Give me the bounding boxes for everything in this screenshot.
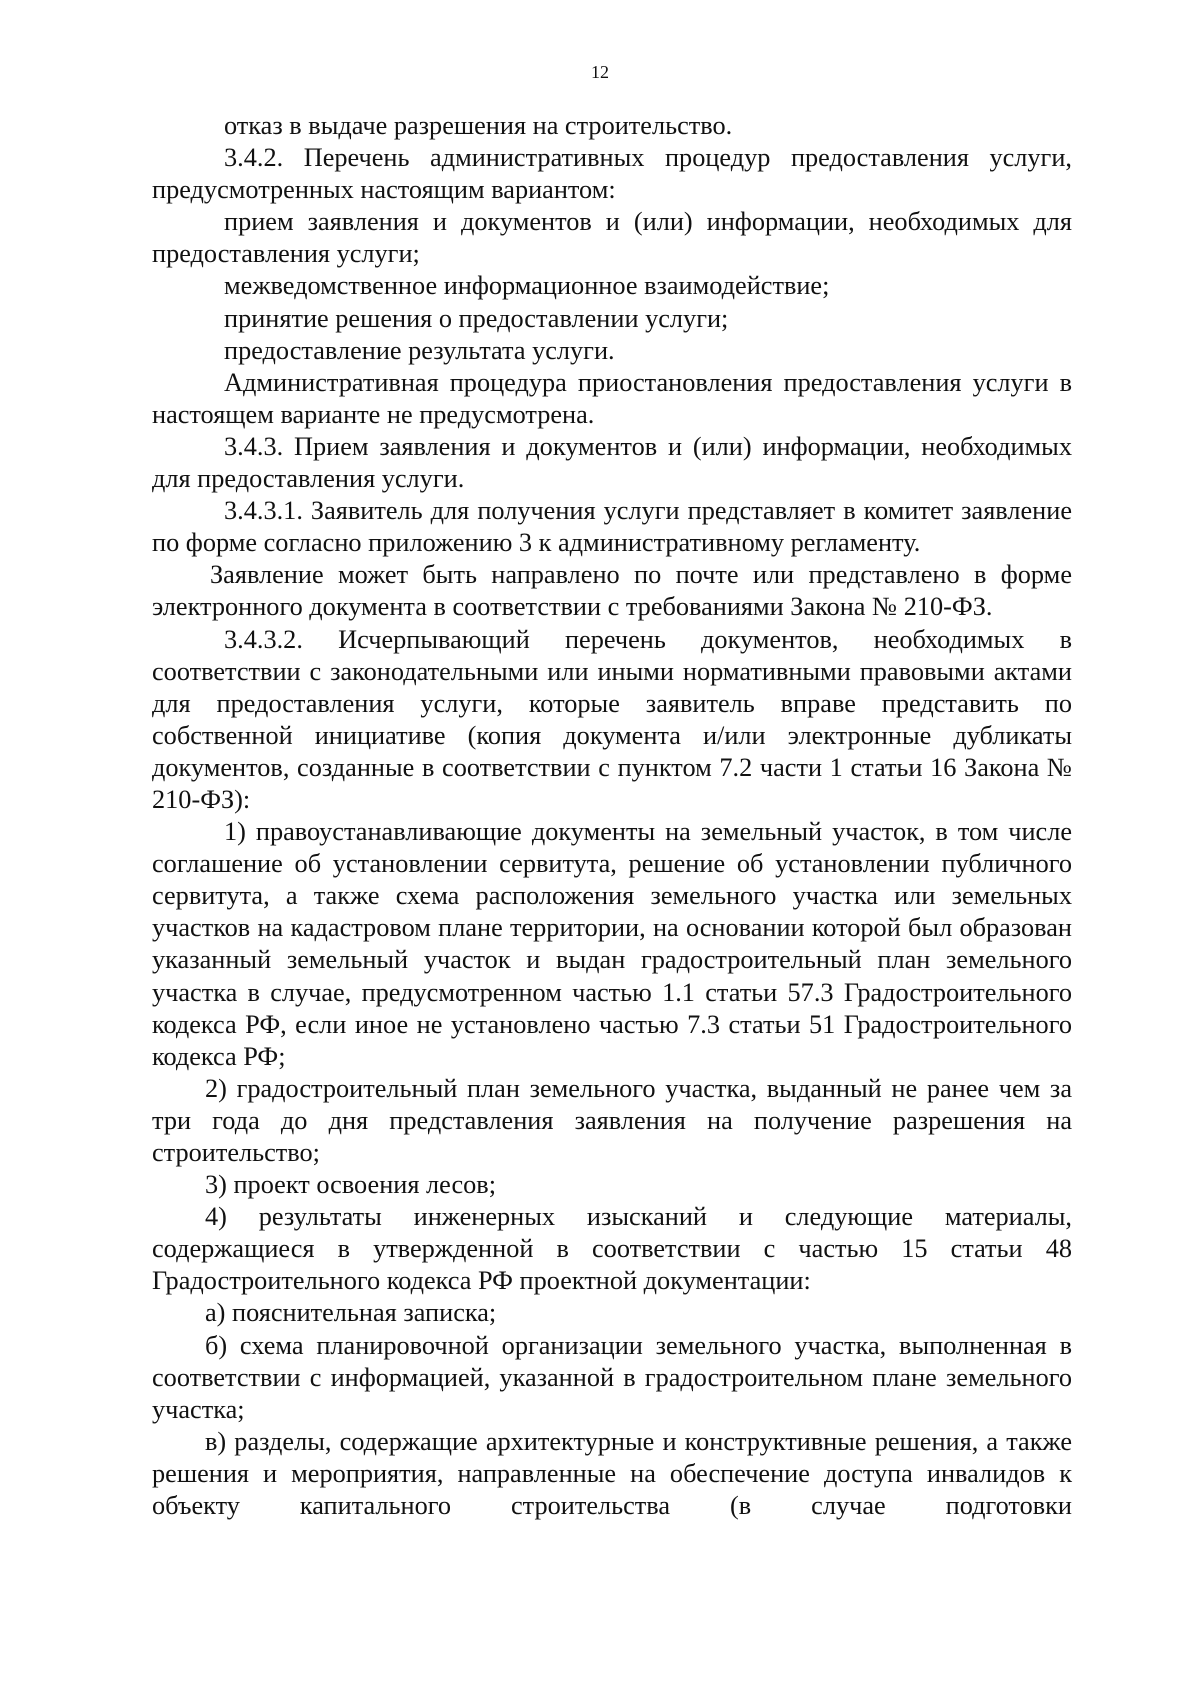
paragraph: межведомственное информационное взаимодействие; (224, 271, 830, 301)
list-item: 1) правоустанавливающие документы на земельный участок, в том числе соглашение об установлении сервитута, решение об установлении публичного сервитута, а также схема расположения земельного участка или земельных участков на кадастровом плане территории, на основании которой был образован указанный земельный участок и выдан градостроительный план земельного участка в случае, предусмотренном частью 1.1 статьи 57.3 Градостроительного кодекса РФ, если иное не установлено частью 7.3 статьи 51 Градостроительного кодекса РФ; (152, 817, 1072, 1071)
list-item: 2) градостроительный план земельного участка, выданный не ранее чем за три года до дня представления заявления на получение разрешения на строительство; (152, 1073, 1072, 1167)
paragraph: принятие решения о предоставлении услуги; (224, 303, 729, 333)
list-item: 4) результаты инженерных изысканий и следующие материалы, содержащиеся в утвержденной в соответствии с частью 15 статьи 48 Градостроительного кодекса РФ проектной документации: (152, 1202, 1072, 1296)
paragraph: Заявление может быть направлено по почте или представлено в форме электронного документа в соответствии с требованиями Закона № 210-ФЗ. (152, 560, 1072, 622)
list-item: а) пояснительная записка; (205, 1298, 497, 1328)
paragraph: отказ в выдаче разрешения на строительство. (224, 111, 733, 140)
list-item: б) схема планировочной организации земельного участка, выполненная в соответствии с информацией, указанной в градостроительном плане земельного участка; (152, 1330, 1072, 1424)
paragraph: прием заявления и документов и (или) информации, необходимых для предоставления услуги; (152, 207, 1072, 269)
paragraph: 3.4.3. Прием заявления и документов и (или) информации, необходимых для предоставления услуги. (152, 431, 1072, 494)
page-number: 12 (591, 62, 609, 82)
list-item: 3) проект освоения лесов; (205, 1170, 496, 1200)
paragraph: предоставление результата услуги. (224, 335, 615, 365)
paragraph: 3.4.3.2. Исчерпывающий перечень документов, необходимых в соответствии с законодательными или иными нормативными правовыми актами для предоставления услуги, которые заявитель вправе представить по собственной инициативе (копия документа и/или электронные дубликаты документов, созданные в соответствии с пунктом 7.2 части 1 статьи 16 Закона № 210-ФЗ): (152, 624, 1072, 814)
paragraph: 3.4.3.1. Заявитель для получения услуги представляет в комитет заявление по форме согласно приложению 3 к административному регламенту. (152, 496, 1072, 558)
paragraph: Административная процедура приостановления предоставления услуги в настоящем варианте не предусмотрена. (152, 367, 1072, 429)
list-item: в) разделы, содержащие архитектурные и конструктивные решения, а также решения и мероприятия, направленные на обеспечение доступа инвалидов к объекту капитального строительства (в случае подготовки (152, 1426, 1072, 1521)
paragraph: 3.4.2. Перечень административных процедур предоставления услуги, предусмотренных настоящим вариантом: (152, 143, 1072, 205)
document-body (152, 110, 1072, 1522)
